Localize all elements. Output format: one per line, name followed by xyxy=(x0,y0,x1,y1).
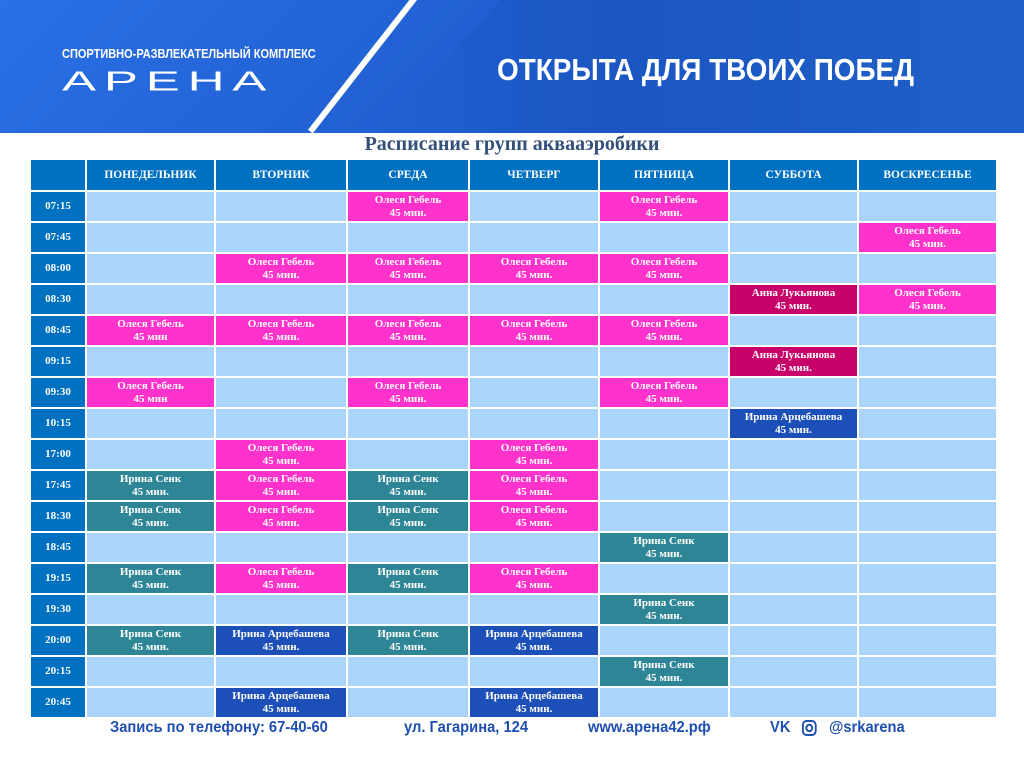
trainer-name: Ирина Сенк xyxy=(377,565,439,578)
empty-cell xyxy=(858,594,997,625)
schedule-row xyxy=(30,594,997,625)
schedule-row xyxy=(30,532,997,563)
class-cell[interactable] xyxy=(469,315,599,346)
class-cell[interactable] xyxy=(215,439,347,470)
empty-cell xyxy=(215,408,347,439)
empty-cell xyxy=(347,687,469,718)
empty-cell xyxy=(599,439,729,470)
empty-cell xyxy=(215,594,347,625)
class-duration: 45 мин. xyxy=(645,609,683,622)
class-cell[interactable] xyxy=(86,470,215,501)
corner-cell xyxy=(30,159,86,191)
empty-cell xyxy=(858,532,997,563)
class-cell[interactable] xyxy=(599,191,729,222)
empty-cell xyxy=(729,625,858,656)
empty-cell xyxy=(858,315,997,346)
class-duration: 45 мин. xyxy=(775,299,812,312)
empty-cell xyxy=(729,191,858,222)
trainer-name: Ирина Сенк xyxy=(377,627,439,640)
trainer-name: Олеся Гебель xyxy=(500,255,568,268)
time-cell: 18:30 xyxy=(30,501,86,532)
empty-cell xyxy=(858,656,997,687)
class-duration: 45 мин. xyxy=(389,485,427,498)
empty-cell xyxy=(858,439,997,470)
trainer-name: Олеся Гебель xyxy=(374,379,442,392)
empty-cell xyxy=(858,191,997,222)
logo-subtitle: СПОРТИВНО-РАЗВЛЕКАТЕЛЬНЫЙ КОМПЛЕКС xyxy=(62,47,316,61)
schedule-row xyxy=(30,563,997,594)
empty-cell xyxy=(86,594,215,625)
time-cell: 07:45 xyxy=(30,222,86,253)
trainer-name: Олеся Гебель xyxy=(500,565,568,578)
empty-cell xyxy=(86,222,215,253)
schedule-row xyxy=(30,377,997,408)
class-cell[interactable] xyxy=(469,563,599,594)
class-duration: 45 мин. xyxy=(515,702,553,715)
empty-cell xyxy=(599,687,729,718)
empty-cell xyxy=(729,594,858,625)
class-duration: 45 мин. xyxy=(909,299,946,312)
trainer-name: Ирина Сенк xyxy=(377,472,439,485)
empty-cell xyxy=(86,687,215,718)
schedule-row xyxy=(30,687,997,718)
trainer-name: Ирина Сенк xyxy=(119,503,182,516)
trainer-name: Олеся Гебель xyxy=(247,317,315,330)
class-cell[interactable] xyxy=(215,687,347,718)
class-cell[interactable] xyxy=(347,501,469,532)
class-duration: 45 мин. xyxy=(262,454,300,467)
trainer-name: Олеся Гебель xyxy=(374,317,442,330)
class-duration: 45 мин. xyxy=(262,702,300,715)
empty-cell xyxy=(599,284,729,315)
logo: АРЕНА xyxy=(62,64,275,97)
class-duration: 45 мин. xyxy=(389,516,427,529)
time-cell: 20:45 xyxy=(30,687,86,718)
trainer-name: Ирина Арцебашева xyxy=(232,689,330,702)
class-duration: 45 мин. xyxy=(645,330,683,343)
trainer-name: Олеся Гебель xyxy=(894,224,961,237)
empty-cell xyxy=(215,284,347,315)
trainer-name: Олеся Гебель xyxy=(630,317,698,330)
class-cell[interactable] xyxy=(215,501,347,532)
class-duration: 45 мин. xyxy=(389,578,427,591)
empty-cell xyxy=(858,377,997,408)
class-duration: 45 мин. xyxy=(389,330,427,343)
time-cell: 07:15 xyxy=(30,191,86,222)
class-duration: 45 мин. xyxy=(389,640,427,653)
time-cell: 17:00 xyxy=(30,439,86,470)
class-cell[interactable] xyxy=(469,687,599,718)
class-cell[interactable] xyxy=(858,284,997,315)
class-duration: 45 мин. xyxy=(262,516,300,529)
class-cell[interactable] xyxy=(215,625,347,656)
trainer-name: Ирина Сенк xyxy=(119,472,182,485)
schedule-row xyxy=(30,346,997,377)
empty-cell xyxy=(86,191,215,222)
header-row xyxy=(30,159,997,191)
time-cell: 20:15 xyxy=(30,656,86,687)
class-cell[interactable] xyxy=(86,377,215,408)
schedule-row xyxy=(30,656,997,687)
schedule-row xyxy=(30,501,997,532)
empty-cell xyxy=(347,408,469,439)
address-text: ул. Гагарина, 124 xyxy=(404,719,529,736)
day-header: ВОСКРЕСЕНЬЕ xyxy=(858,159,997,191)
class-cell[interactable] xyxy=(347,315,469,346)
empty-cell xyxy=(469,656,599,687)
slogan: ОТКРЫТА ДЛЯ ТВОИХ ПОБЕД xyxy=(497,52,915,87)
vk-icon[interactable]: VK xyxy=(770,719,791,736)
class-duration: 45 мин xyxy=(133,330,168,343)
social-handle[interactable]: @srkarena xyxy=(829,719,905,736)
day-header: ПОНЕДЕЛЬНИК xyxy=(86,159,215,191)
empty-cell xyxy=(86,532,215,563)
day-header: ЧЕТВЕРГ xyxy=(469,159,599,191)
empty-cell xyxy=(858,470,997,501)
class-cell[interactable] xyxy=(86,625,215,656)
class-cell[interactable] xyxy=(599,253,729,284)
empty-cell xyxy=(215,346,347,377)
schedule-row xyxy=(30,470,997,501)
empty-cell xyxy=(469,346,599,377)
trainer-name: Олеся Гебель xyxy=(247,441,315,454)
empty-cell xyxy=(599,346,729,377)
empty-cell xyxy=(215,377,347,408)
class-duration: 45 мин. xyxy=(645,671,683,684)
class-cell[interactable] xyxy=(729,408,858,439)
class-cell[interactable] xyxy=(599,656,729,687)
class-cell[interactable] xyxy=(469,439,599,470)
class-duration: 45 мин. xyxy=(389,268,427,281)
class-duration: 45 мин. xyxy=(515,578,553,591)
class-duration: 45 мин. xyxy=(645,206,683,219)
class-cell[interactable] xyxy=(347,377,469,408)
trainer-name: Олеся Гебель xyxy=(500,503,568,516)
schedule-table xyxy=(29,158,998,719)
day-header: СРЕДА xyxy=(347,159,469,191)
trainer-name: Олеся Гебель xyxy=(117,317,184,330)
time-cell: 08:30 xyxy=(30,284,86,315)
time-cell: 18:45 xyxy=(30,532,86,563)
schedule-row xyxy=(30,191,997,222)
time-cell: 19:30 xyxy=(30,594,86,625)
trainer-name: Ирина Арцебашева xyxy=(232,627,330,640)
empty-cell xyxy=(469,377,599,408)
schedule-row xyxy=(30,408,997,439)
class-duration: 45 мин. xyxy=(389,392,427,405)
trainer-name: Олеся Гебель xyxy=(374,193,442,206)
class-duration: 45 мин. xyxy=(515,516,553,529)
trainer-name: Олеся Гебель xyxy=(630,193,698,206)
class-cell[interactable] xyxy=(86,501,215,532)
trainer-name: Олеся Гебель xyxy=(630,255,698,268)
time-cell: 19:15 xyxy=(30,563,86,594)
time-cell: 20:00 xyxy=(30,625,86,656)
empty-cell xyxy=(347,346,469,377)
class-cell[interactable] xyxy=(599,315,729,346)
empty-cell xyxy=(599,501,729,532)
empty-cell xyxy=(347,532,469,563)
class-cell[interactable] xyxy=(858,222,997,253)
empty-cell xyxy=(729,532,858,563)
day-header: ПЯТНИЦА xyxy=(599,159,729,191)
trainer-name: Ирина Сенк xyxy=(633,534,695,547)
trainer-name: Олеся Гебель xyxy=(247,565,315,578)
trainer-name: Ирина Сенк xyxy=(633,658,695,671)
empty-cell xyxy=(86,408,215,439)
class-cell[interactable] xyxy=(347,625,469,656)
empty-cell xyxy=(215,656,347,687)
empty-cell xyxy=(599,563,729,594)
class-cell[interactable] xyxy=(215,315,347,346)
class-cell[interactable] xyxy=(347,470,469,501)
class-duration: 45 мин. xyxy=(645,547,683,560)
empty-cell xyxy=(469,408,599,439)
empty-cell xyxy=(729,687,858,718)
trainer-name: Ирина Сенк xyxy=(119,627,182,640)
empty-cell xyxy=(858,346,997,377)
class-cell[interactable] xyxy=(347,563,469,594)
class-duration: 45 мин. xyxy=(262,578,300,591)
class-duration: 45 мин. xyxy=(262,640,300,653)
trainer-name: Анна Лукьянова xyxy=(751,286,836,299)
empty-cell xyxy=(729,315,858,346)
trainer-name: Олеся Гебель xyxy=(500,441,568,454)
class-duration: 45 мин. xyxy=(132,516,169,529)
class-duration: 45 мин. xyxy=(262,330,300,343)
class-cell[interactable] xyxy=(469,470,599,501)
instagram-icon[interactable] xyxy=(801,719,818,742)
empty-cell xyxy=(86,439,215,470)
class-duration: 45 мин. xyxy=(515,485,553,498)
trainer-name: Олеся Гебель xyxy=(117,379,184,392)
class-duration: 45 мин. xyxy=(132,578,169,591)
empty-cell xyxy=(86,253,215,284)
class-duration: 45 мин. xyxy=(132,485,169,498)
class-duration: 45 мин. xyxy=(515,330,553,343)
website-link[interactable]: www.арена42.рф xyxy=(588,719,711,736)
time-cell: 09:30 xyxy=(30,377,86,408)
empty-cell xyxy=(858,625,997,656)
schedule-row xyxy=(30,222,997,253)
trainer-name: Олеся Гебель xyxy=(247,255,315,268)
trainer-name: Ирина Арцебашева xyxy=(485,627,583,640)
empty-cell xyxy=(469,594,599,625)
empty-cell xyxy=(347,656,469,687)
class-cell[interactable] xyxy=(729,284,858,315)
class-duration: 45 мин. xyxy=(389,206,427,219)
empty-cell xyxy=(858,253,997,284)
trainer-name: Олеся Гебель xyxy=(374,255,442,268)
empty-cell xyxy=(858,687,997,718)
trainer-name: Ирина Сенк xyxy=(119,565,182,578)
empty-cell xyxy=(729,656,858,687)
empty-cell xyxy=(469,222,599,253)
empty-cell xyxy=(858,408,997,439)
time-cell: 10:15 xyxy=(30,408,86,439)
class-cell[interactable] xyxy=(347,191,469,222)
class-duration: 45 мин. xyxy=(262,485,300,498)
empty-cell xyxy=(469,284,599,315)
schedule-row xyxy=(30,439,997,470)
empty-cell xyxy=(599,625,729,656)
trainer-name: Олеся Гебель xyxy=(894,286,961,299)
empty-cell xyxy=(729,377,858,408)
class-duration: 45 мин xyxy=(133,392,168,405)
empty-cell xyxy=(215,191,347,222)
class-cell[interactable] xyxy=(469,625,599,656)
schedule-row xyxy=(30,284,997,315)
class-duration: 45 мин. xyxy=(262,268,300,281)
class-cell[interactable] xyxy=(215,563,347,594)
empty-cell xyxy=(469,532,599,563)
class-duration: 45 мин. xyxy=(909,237,946,250)
trainer-name: Олеся Гебель xyxy=(247,503,315,516)
class-cell[interactable] xyxy=(347,253,469,284)
class-cell[interactable] xyxy=(599,377,729,408)
trainer-name: Олеся Гебель xyxy=(630,379,698,392)
class-duration: 45 мин. xyxy=(775,361,812,374)
empty-cell xyxy=(729,470,858,501)
class-cell[interactable] xyxy=(86,315,215,346)
class-duration: 45 мин. xyxy=(515,268,553,281)
day-header: ВТОРНИК xyxy=(215,159,347,191)
empty-cell xyxy=(729,501,858,532)
trainer-name: Ирина Арцебашева xyxy=(485,689,583,702)
empty-cell xyxy=(858,501,997,532)
empty-cell xyxy=(729,253,858,284)
phone-text: Запись по телефону: 67-40-60 xyxy=(110,719,328,736)
class-cell[interactable] xyxy=(215,470,347,501)
time-cell: 08:45 xyxy=(30,315,86,346)
class-duration: 45 мин. xyxy=(515,640,553,653)
trainer-name: Ирина Сенк xyxy=(633,596,695,609)
empty-cell xyxy=(347,439,469,470)
trainer-name: Олеся Гебель xyxy=(500,317,568,330)
empty-cell xyxy=(858,563,997,594)
class-cell[interactable] xyxy=(729,346,858,377)
empty-cell xyxy=(215,532,347,563)
empty-cell xyxy=(599,470,729,501)
trainer-name: Ирина Арцебашева xyxy=(744,410,843,423)
empty-cell xyxy=(347,594,469,625)
footer xyxy=(0,719,1024,741)
class-cell[interactable] xyxy=(469,501,599,532)
day-header: СУББОТА xyxy=(729,159,858,191)
empty-cell xyxy=(599,222,729,253)
class-cell[interactable] xyxy=(469,253,599,284)
class-cell[interactable] xyxy=(215,253,347,284)
empty-cell xyxy=(347,284,469,315)
trainer-name: Олеся Гебель xyxy=(500,472,568,485)
empty-cell xyxy=(729,222,858,253)
empty-cell xyxy=(86,346,215,377)
class-duration: 45 мин. xyxy=(645,268,683,281)
time-cell: 17:45 xyxy=(30,470,86,501)
trainer-name: Ирина Сенк xyxy=(377,503,439,516)
class-duration: 45 мин. xyxy=(645,392,683,405)
banner xyxy=(0,0,1024,133)
empty-cell xyxy=(599,408,729,439)
time-cell: 08:00 xyxy=(30,253,86,284)
schedule-row xyxy=(30,253,997,284)
trainer-name: Олеся Гебель xyxy=(247,472,315,485)
trainer-name: Анна Лукьянова xyxy=(751,348,836,361)
empty-cell xyxy=(729,563,858,594)
class-cell[interactable] xyxy=(599,594,729,625)
schedule-row xyxy=(30,315,997,346)
time-cell: 09:15 xyxy=(30,346,86,377)
empty-cell xyxy=(729,439,858,470)
class-duration: 45 мин. xyxy=(775,423,812,436)
page-title: Расписание групп аквааэробики xyxy=(364,133,660,155)
empty-cell xyxy=(215,222,347,253)
class-cell[interactable] xyxy=(599,532,729,563)
schedule-row xyxy=(30,625,997,656)
empty-cell xyxy=(86,284,215,315)
class-duration: 45 мин. xyxy=(515,454,553,467)
empty-cell xyxy=(469,191,599,222)
class-cell[interactable] xyxy=(86,563,215,594)
class-duration: 45 мин. xyxy=(132,640,169,653)
empty-cell xyxy=(347,222,469,253)
empty-cell xyxy=(86,656,215,687)
